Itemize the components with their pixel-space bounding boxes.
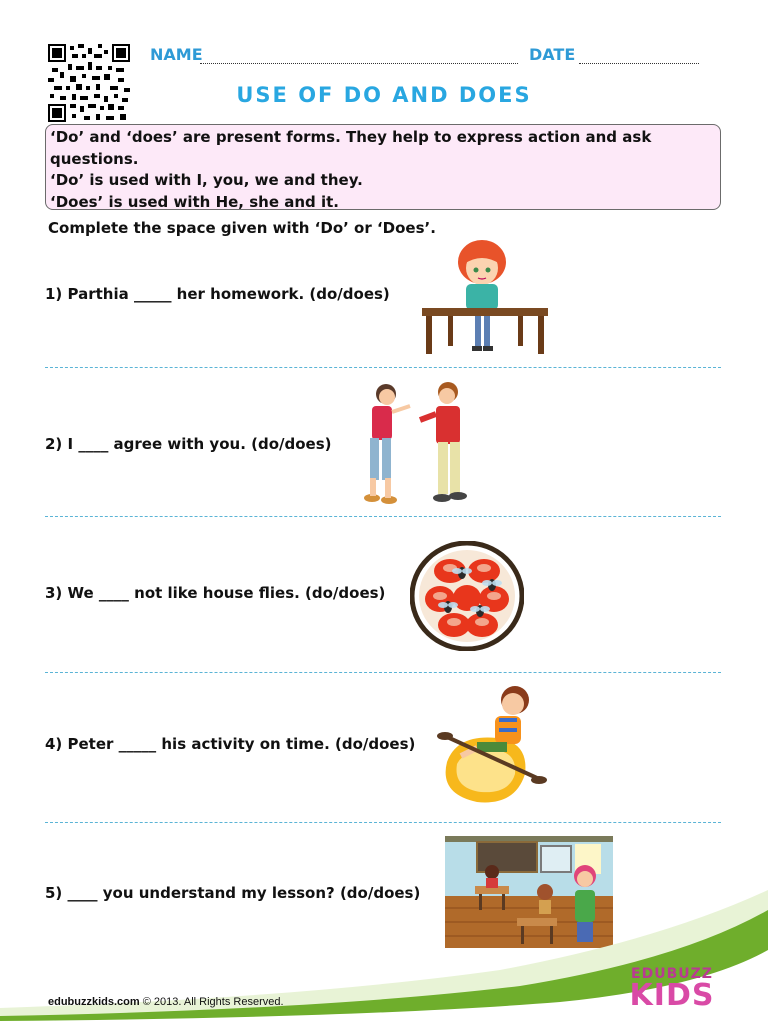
question-2: 2) I ____ agree with you. (do/does) bbox=[45, 435, 332, 453]
date-label: DATE bbox=[529, 45, 576, 64]
date-field-line[interactable] bbox=[579, 62, 699, 64]
info-line: ‘Does’ is used with He, she and it. bbox=[50, 192, 339, 211]
footer bbox=[48, 996, 284, 1008]
girl-at-desk-illustration bbox=[420, 240, 550, 358]
question-5: 5) ____ you understand my lesson? (do/does) bbox=[45, 884, 421, 902]
name-label: NAME bbox=[150, 45, 203, 64]
page-title: USE OF DO AND DOES bbox=[236, 83, 532, 107]
instruction-text: Complete the space given with ‘Do’ or ‘Does’. bbox=[48, 219, 436, 237]
info-line: ‘Do’ and ‘does’ are present forms. They help to express action and ask bbox=[50, 128, 652, 146]
flies-on-food-plate-illustration bbox=[410, 541, 524, 651]
info-box bbox=[45, 124, 721, 210]
divider bbox=[45, 822, 721, 823]
edubuzz-logo-bottom: KIDS bbox=[629, 978, 715, 1013]
divider bbox=[45, 516, 721, 517]
info-line: questions. bbox=[50, 149, 139, 168]
name-field-line[interactable] bbox=[200, 62, 518, 64]
info-line: ‘Do’ is used with I, you, we and they. bbox=[50, 171, 363, 189]
question-3: 3) We ____ not like house flies. (do/does) bbox=[45, 584, 386, 602]
question-4: 4) Peter _____ his activity on time. (do/does) bbox=[45, 735, 416, 753]
footer-copyright: © 2013. All Rights Reserved. bbox=[142, 996, 284, 1008]
footer-site-link[interactable]: edubuzzkids.com bbox=[48, 996, 140, 1008]
two-children-talking-illustration bbox=[358, 378, 473, 506]
divider bbox=[45, 367, 721, 368]
question-1: 1) Parthia _____ her homework. (do/does) bbox=[45, 285, 390, 303]
edubuzz-logo-top: EDUBUZZ bbox=[631, 966, 713, 982]
boy-in-raft-illustration bbox=[437, 682, 547, 806]
divider bbox=[45, 672, 721, 673]
